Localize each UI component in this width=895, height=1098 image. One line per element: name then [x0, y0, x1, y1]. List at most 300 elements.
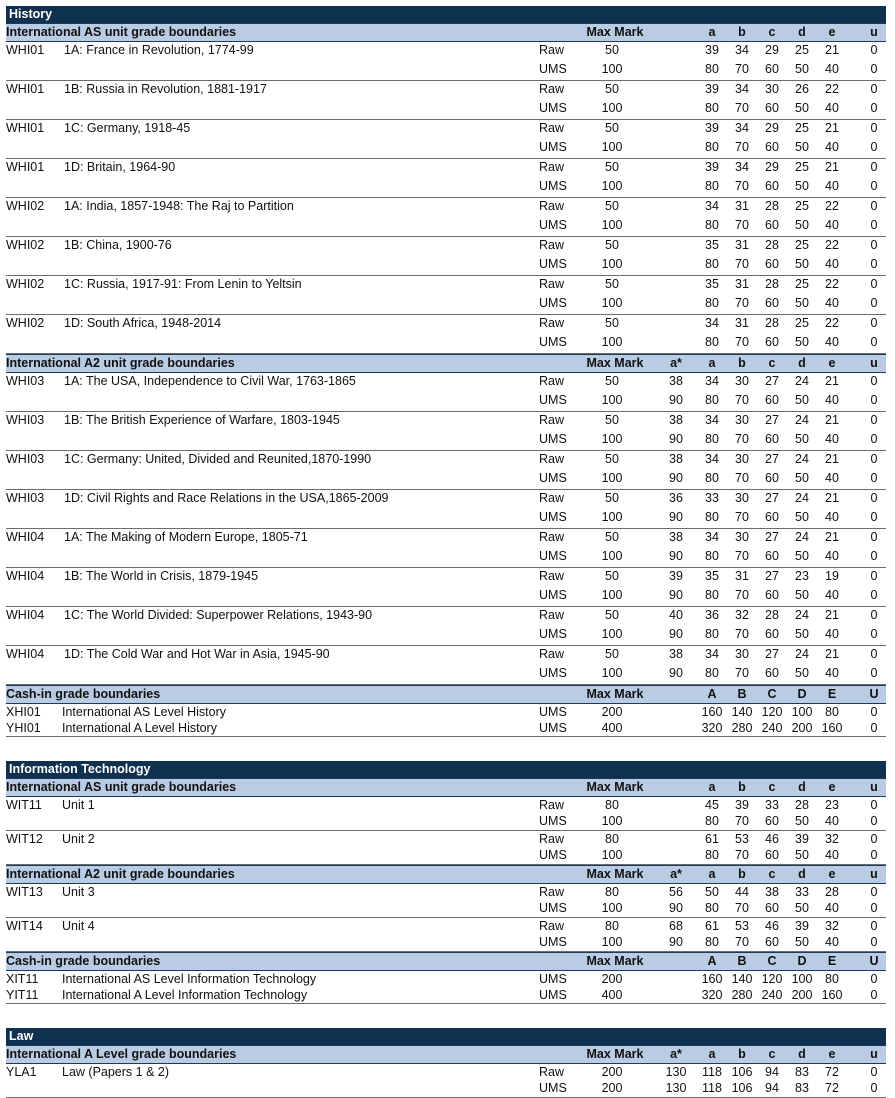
grade-value: 60: [765, 935, 779, 949]
max-mark: 100: [601, 393, 623, 407]
ums-line: [6, 587, 886, 603]
grade-value: 50: [795, 432, 809, 446]
grade-value: 61: [705, 919, 719, 933]
grade-value: 24: [795, 491, 809, 505]
unit-title: 1A: The USA, Independence to Civil War, 1763-1865: [64, 374, 356, 388]
max-mark: 80: [605, 798, 619, 812]
grade-value: 80: [705, 901, 719, 915]
unit-row: [6, 451, 886, 490]
unit-title: 1C: The World Divided: Superpower Relations, 1943-90: [64, 608, 373, 622]
unit-title: Unit 3: [62, 885, 95, 899]
grade-header-B: B: [737, 954, 747, 968]
mark-type: UMS: [539, 218, 567, 232]
grade-value: 22: [825, 82, 839, 96]
grade-value: 40: [825, 140, 839, 154]
grade-value: 68: [669, 919, 683, 933]
grade-value: 240: [761, 988, 783, 1002]
qualification-title: International A Level Information Technology: [62, 988, 308, 1002]
max-mark: 100: [601, 510, 623, 524]
grade-header-d: d: [798, 25, 806, 39]
grade-value: 21: [825, 608, 839, 622]
grade-value: 70: [735, 935, 749, 949]
unit-code: WIT12: [6, 832, 43, 846]
max-mark: 100: [601, 549, 623, 563]
grade-value: 0: [870, 82, 878, 96]
raw-line: [6, 315, 886, 331]
raw-line: [6, 42, 886, 58]
grade-value: 50: [795, 588, 809, 602]
qualification-code: YIT11: [6, 988, 39, 1002]
unit-row: [6, 646, 886, 685]
max-mark: 50: [605, 238, 619, 252]
raw-line: [6, 1064, 886, 1080]
grade-value: 0: [870, 1065, 878, 1079]
grade-value: 31: [735, 316, 749, 330]
grade-value: 60: [765, 666, 779, 680]
grade-value: 80: [705, 140, 719, 154]
grade-value: 27: [765, 491, 779, 505]
unit-code: WHI03: [6, 413, 45, 427]
unit-code: WHI02: [6, 316, 45, 330]
unit-title: 1B: The British Experience of Warfare, 1803-1945: [64, 413, 340, 427]
unit-title: 1C: Germany: United, Divided and Reunited,1870-1990: [64, 452, 372, 466]
qualification-title: International AS Level History: [62, 705, 226, 719]
grade-value: 38: [669, 647, 683, 661]
cash-in-row: [6, 704, 886, 720]
grade-value: 38: [669, 413, 683, 427]
grade-value: 60: [765, 179, 779, 193]
unit-code: WHI03: [6, 491, 45, 505]
grade-value: 40: [825, 179, 839, 193]
grade-header-e: e: [828, 25, 836, 39]
raw-line: [6, 797, 886, 813]
unit-row: [6, 568, 886, 607]
max-mark: 100: [601, 627, 623, 641]
grade-header-d: d: [798, 867, 806, 881]
unit-code: WHI03: [6, 374, 45, 388]
ums-line: [6, 509, 886, 525]
ums-line: [6, 665, 886, 681]
unit-code: WIT11: [6, 798, 42, 812]
grade-value: 0: [870, 121, 878, 135]
grade-value: 90: [669, 588, 683, 602]
max-mark-header: Max Mark: [586, 25, 644, 39]
mark-type: UMS: [539, 666, 567, 680]
grade-value: 40: [825, 296, 839, 310]
grade-value: 90: [669, 666, 683, 680]
grade-header-c: c: [768, 780, 776, 794]
max-mark: 50: [605, 452, 619, 466]
grade-value: 50: [795, 296, 809, 310]
grade-value: 80: [705, 179, 719, 193]
grade-value: 0: [870, 988, 878, 1002]
grade-value: 80: [825, 705, 839, 719]
max-mark: 100: [601, 848, 623, 862]
section-header: [6, 23, 886, 42]
qualification-code: XHI01: [6, 705, 41, 719]
grade-value: 80: [705, 814, 719, 828]
unit-row: [6, 1064, 886, 1098]
grade-value: 60: [765, 510, 779, 524]
unit-code: WHI04: [6, 530, 45, 544]
max-mark: 200: [601, 972, 623, 986]
unit-title: 1B: The World in Crisis, 1879-1945: [64, 569, 259, 583]
grade-value: 34: [705, 647, 719, 661]
grade-value: 29: [765, 121, 779, 135]
cash-in-row: [6, 720, 886, 737]
grade-value: 45: [705, 798, 719, 812]
grade-value: 70: [735, 627, 749, 641]
grade-header-e: e: [828, 780, 836, 794]
grade-value: 120: [761, 972, 783, 986]
grade-value: 140: [731, 972, 753, 986]
grade-value: 90: [669, 627, 683, 641]
grade-value: 40: [825, 901, 839, 915]
mark-type: UMS: [539, 988, 567, 1002]
cash-in-line: [6, 971, 886, 987]
grade-header-U: U: [869, 954, 879, 968]
grade-value: 0: [870, 471, 878, 485]
grade-value: 280: [731, 988, 753, 1002]
max-mark: 200: [601, 705, 623, 719]
max-mark: 100: [601, 335, 623, 349]
grade-value: 80: [705, 666, 719, 680]
grade-header-a: a: [708, 867, 716, 881]
mark-type: Raw: [539, 1065, 565, 1079]
section-header-label: International AS unit grade boundaries: [6, 25, 237, 39]
grade-value: 50: [795, 510, 809, 524]
grade-value: 21: [825, 530, 839, 544]
unit-title: 1C: Germany, 1918-45: [64, 121, 191, 135]
section-header-label: Cash-in grade boundaries: [6, 687, 161, 701]
grade-value: 130: [665, 1065, 687, 1079]
grade-value: 32: [825, 832, 839, 846]
grade-value: 94: [765, 1065, 779, 1079]
qualification-title: International A Level History: [62, 721, 217, 735]
grade-value: 23: [825, 798, 839, 812]
grade-value: 39: [735, 798, 749, 812]
max-mark: 100: [601, 935, 623, 949]
unit-title: 1D: Civil Rights and Race Relations in the USA,1865-2009: [64, 491, 389, 505]
max-mark: 100: [601, 471, 623, 485]
grade-header-a: a: [708, 1047, 716, 1061]
ums-line: [6, 334, 886, 350]
unit-title: 1C: Russia, 1917-91: From Lenin to Yeltsin: [64, 277, 302, 291]
grade-value: 34: [735, 121, 749, 135]
ums-line: [6, 392, 886, 408]
grade-value: 140: [731, 705, 753, 719]
grade-value: 50: [795, 140, 809, 154]
grade-value: 0: [870, 296, 878, 310]
mark-type: UMS: [539, 393, 567, 407]
grade-value: 0: [870, 393, 878, 407]
grade-value: 70: [735, 335, 749, 349]
mark-type: Raw: [539, 43, 565, 57]
grade-value: 34: [705, 374, 719, 388]
mark-type: Raw: [539, 160, 565, 174]
max-mark: 100: [601, 62, 623, 76]
grade-value: 21: [825, 121, 839, 135]
grade-value: 60: [765, 549, 779, 563]
grade-header-u: u: [870, 25, 878, 39]
grade-value: 19: [825, 569, 839, 583]
grade-value: 24: [795, 647, 809, 661]
grade-value: 33: [795, 885, 809, 899]
grade-value: 27: [765, 530, 779, 544]
cash-in-line: [6, 987, 886, 1003]
grade-value: 31: [735, 238, 749, 252]
grade-value: 34: [735, 82, 749, 96]
grade-header-d: d: [798, 1047, 806, 1061]
ums-line: [6, 178, 886, 194]
unit-title: Unit 1: [62, 798, 95, 812]
grade-value: 38: [765, 885, 779, 899]
grade-value: 80: [825, 972, 839, 986]
grade-value: 25: [795, 199, 809, 213]
mark-type: UMS: [539, 1081, 567, 1095]
grade-header-b: b: [738, 356, 746, 370]
max-mark: 50: [605, 569, 619, 583]
max-mark: 100: [601, 814, 623, 828]
unit-row: [6, 373, 886, 412]
grade-header-u: u: [870, 780, 878, 794]
grade-value: 0: [870, 316, 878, 330]
grade-value: 25: [795, 238, 809, 252]
grade-value: 33: [765, 798, 779, 812]
grade-value: 0: [870, 277, 878, 291]
grade-value: 280: [731, 721, 753, 735]
grade-value: 30: [735, 491, 749, 505]
grade-value: 24: [795, 452, 809, 466]
grade-header-b: b: [738, 867, 746, 881]
mark-type: Raw: [539, 832, 565, 846]
grade-value: 40: [825, 549, 839, 563]
grade-value: 35: [705, 238, 719, 252]
unit-title: Unit 4: [62, 919, 95, 933]
grade-value: 80: [705, 393, 719, 407]
grade-value: 21: [825, 374, 839, 388]
mark-type: UMS: [539, 588, 567, 602]
raw-line: [6, 412, 886, 428]
grade-value: 60: [765, 140, 779, 154]
unit-row: [6, 918, 886, 952]
max-mark: 50: [605, 160, 619, 174]
grade-value: 0: [870, 608, 878, 622]
max-mark: 50: [605, 316, 619, 330]
unit-row: [6, 490, 886, 529]
grade-value: 38: [669, 452, 683, 466]
grade-value: 70: [735, 848, 749, 862]
grade-value: 160: [701, 705, 723, 719]
grade-value: 24: [795, 608, 809, 622]
mark-type: Raw: [539, 199, 565, 213]
grade-value: 25: [795, 160, 809, 174]
grade-value: 31: [735, 199, 749, 213]
grade-value: 70: [735, 588, 749, 602]
max-mark: 100: [601, 901, 623, 915]
grade-value: 22: [825, 199, 839, 213]
grade-value: 24: [795, 530, 809, 544]
grade-value: 28: [825, 885, 839, 899]
section-header: [6, 778, 886, 797]
grade-header-c: c: [768, 356, 776, 370]
grade-value: 0: [870, 1081, 878, 1095]
grade-value: 21: [825, 160, 839, 174]
grade-header-b: b: [738, 25, 746, 39]
grade-value: 70: [735, 666, 749, 680]
grade-value: 50: [795, 257, 809, 271]
grade-value: 24: [795, 413, 809, 427]
grade-value: 0: [870, 140, 878, 154]
unit-code: WHI01: [6, 43, 45, 57]
raw-line: [6, 451, 886, 467]
grade-value: 200: [791, 988, 813, 1002]
raw-line: [6, 237, 886, 253]
qualification-code: XIT11: [6, 972, 39, 986]
raw-line: [6, 568, 886, 584]
mark-type: UMS: [539, 296, 567, 310]
ums-line: [6, 217, 886, 233]
grade-value: 0: [870, 335, 878, 349]
grade-value: 34: [705, 413, 719, 427]
grade-value: 60: [765, 218, 779, 232]
section-header-label: International AS unit grade boundaries: [6, 780, 237, 794]
grade-value: 80: [705, 510, 719, 524]
grade-header-u: u: [870, 356, 878, 370]
grade-value: 0: [870, 832, 878, 846]
max-mark-header: Max Mark: [586, 867, 644, 881]
mark-type: UMS: [539, 705, 567, 719]
grade-value: 60: [765, 588, 779, 602]
grade-value: 130: [665, 1081, 687, 1095]
grade-value: 70: [735, 901, 749, 915]
unit-code: WHI01: [6, 121, 45, 135]
grade-value: 50: [795, 848, 809, 862]
grade-header-E: E: [827, 687, 837, 701]
grade-value: 0: [870, 238, 878, 252]
grade-value: 30: [735, 530, 749, 544]
grade-value: 34: [705, 452, 719, 466]
grade-value: 31: [735, 277, 749, 291]
grade-header-A: A: [707, 954, 717, 968]
grade-value: 70: [735, 510, 749, 524]
grade-value: 50: [795, 218, 809, 232]
ums-line: [6, 295, 886, 311]
grade-value: 40: [825, 393, 839, 407]
grade-value: 70: [735, 432, 749, 446]
grade-value: 0: [870, 721, 878, 735]
mark-type: Raw: [539, 452, 565, 466]
mark-type: Raw: [539, 798, 565, 812]
grade-value: 21: [825, 491, 839, 505]
grade-value: 25: [795, 121, 809, 135]
grade-value: 80: [705, 62, 719, 76]
grade-value: 0: [870, 218, 878, 232]
grade-value: 83: [795, 1065, 809, 1079]
grade-value: 50: [705, 885, 719, 899]
max-mark: 100: [601, 140, 623, 154]
raw-line: [6, 276, 886, 292]
mark-type: Raw: [539, 238, 565, 252]
grade-value: 0: [870, 62, 878, 76]
grade-value: 50: [795, 101, 809, 115]
grade-value: 46: [765, 919, 779, 933]
mark-type: UMS: [539, 101, 567, 115]
grade-value: 50: [795, 901, 809, 915]
grade-value: 94: [765, 1081, 779, 1095]
max-mark: 50: [605, 374, 619, 388]
section-header: [6, 1045, 886, 1064]
cash-in-row: [6, 971, 886, 987]
grade-value: 27: [765, 452, 779, 466]
unit-row: [6, 237, 886, 276]
grade-value: 120: [761, 705, 783, 719]
grade-header-a: a: [708, 356, 716, 370]
grade-value: 30: [735, 374, 749, 388]
grade-value: 0: [870, 588, 878, 602]
raw-line: [6, 607, 886, 623]
grade-value: 34: [705, 530, 719, 544]
grade-header-u: u: [870, 867, 878, 881]
grade-value: 56: [669, 885, 683, 899]
section-header-label: International A2 unit grade boundaries: [6, 867, 235, 881]
grade-value: 0: [870, 705, 878, 719]
grade-value: 25: [795, 43, 809, 57]
grade-header-d: d: [798, 356, 806, 370]
ums-line: [6, 139, 886, 155]
grade-value: 70: [735, 296, 749, 310]
section-header: [6, 865, 886, 884]
grade-header-A: A: [707, 687, 717, 701]
ums-line: [6, 431, 886, 447]
max-mark: 100: [601, 666, 623, 680]
grade-value: 0: [870, 972, 878, 986]
max-mark: 200: [601, 1081, 623, 1095]
grade-header-astar: a*: [670, 867, 682, 881]
grade-value: 40: [825, 62, 839, 76]
mark-type: Raw: [539, 413, 565, 427]
section-header: [6, 685, 886, 704]
grade-value: 0: [870, 43, 878, 57]
ums-line: [6, 813, 886, 829]
mark-type: Raw: [539, 919, 565, 933]
unit-row: [6, 884, 886, 918]
grade-value: 33: [705, 491, 719, 505]
grade-value: 70: [735, 549, 749, 563]
raw-line: [6, 831, 886, 847]
grade-value: 240: [761, 721, 783, 735]
grade-value: 0: [870, 666, 878, 680]
mark-type: UMS: [539, 510, 567, 524]
grade-header-U: U: [869, 687, 879, 701]
qualification-title: International AS Level Information Technology: [62, 972, 317, 986]
grade-value: 0: [870, 199, 878, 213]
grade-value: 21: [825, 413, 839, 427]
max-mark: 50: [605, 413, 619, 427]
grade-value: 25: [795, 277, 809, 291]
grade-value: 34: [735, 160, 749, 174]
grade-value: 70: [735, 101, 749, 115]
grade-value: 0: [870, 452, 878, 466]
max-mark: 100: [601, 179, 623, 193]
unit-row: [6, 607, 886, 646]
max-mark: 80: [605, 832, 619, 846]
grade-value: 0: [870, 257, 878, 271]
grade-header-c: c: [768, 1047, 776, 1061]
unit-title: 1B: China, 1900-76: [64, 238, 172, 252]
grade-value: 60: [765, 296, 779, 310]
max-mark: 50: [605, 121, 619, 135]
